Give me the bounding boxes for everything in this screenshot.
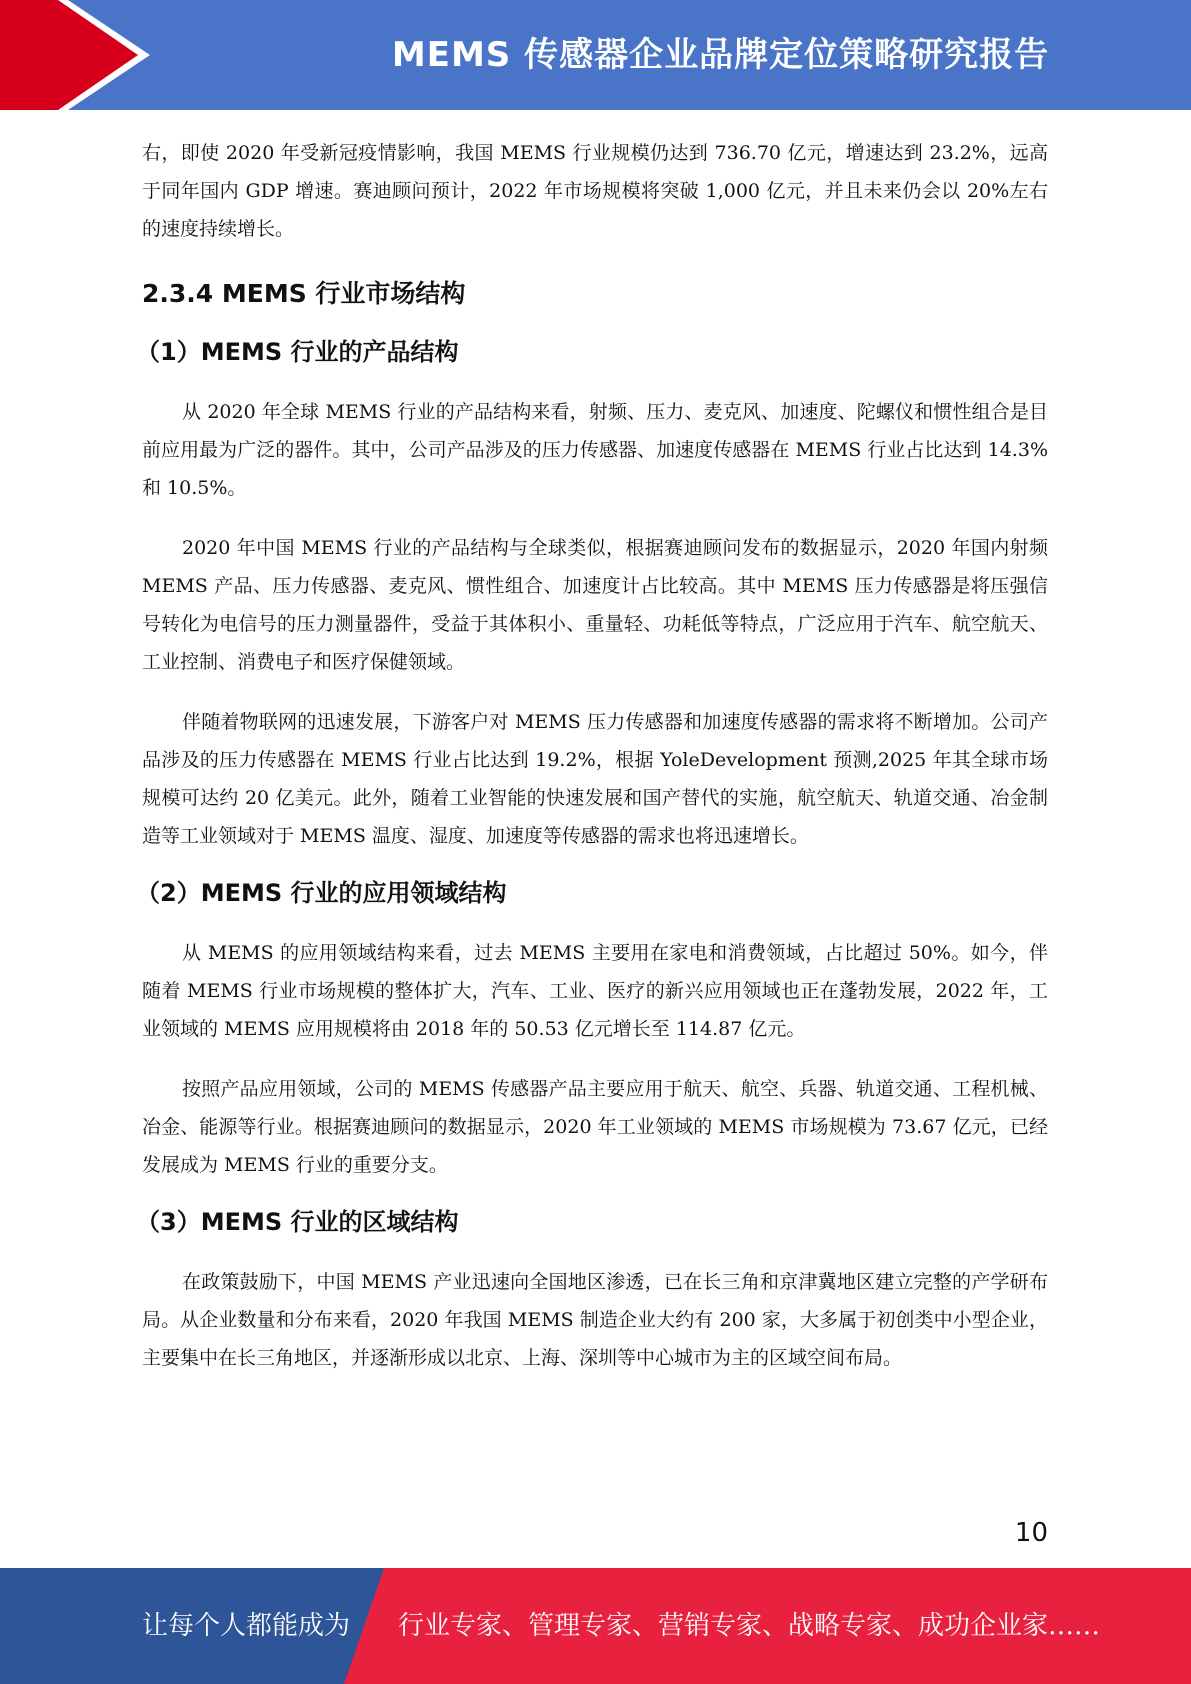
- paragraph: 在政策鼓励下，中国 MEMS 产业迅速向全国地区渗透，已在长三角和京津冀地区建立完整的产学研布局。从企业数量和分布来看，2020 年我国 MEMS 制造企业大约有 200 家，大多属于初创类中小型企业，主要集中在长三角地区，并逐渐形成以北京、上海、深圳等中心城市为主的区域空间布局。: [142, 1271, 1048, 1369]
- subsection-heading-product-structure: （1）MEMS 行业的产品结构: [136, 338, 459, 366]
- footer-slogan-left: 让每个人都能成为: [142, 1611, 351, 1641]
- footer-slogan-right: 行业专家、管理专家、营销专家、战略专家、成功企业家……: [398, 1611, 1101, 1641]
- report-title: MEMS 传感器企业品牌定位策略研究报告: [391, 35, 1050, 75]
- page-number: 10: [1014, 1518, 1048, 1548]
- paragraph: 伴随着物联网的迅速发展，下游客户对 MEMS 压力传感器和加速度传感器的需求将不断增加。公司产品涉及的压力传感器在 MEMS 行业占比达到 19.2%，根据 YoleDevelopment 预测,2025 年其全球市场规模可达约 20 亿美元。此外，随着工业智能的快速发展和国产替代的实施，航空航天、轨道交通、冶金制造等工业领域对于 MEMS 温度、湿度、加速度等传感器的需求也将迅速增长。: [142, 711, 1048, 847]
- paragraph: 从 2020 年全球 MEMS 行业的产品结构来看，射频、压力、麦克风、加速度、陀螺仪和惯性组合是目前应用最为广泛的器件。其中，公司产品涉及的压力传感器、加速度传感器在 MEMS 行业占比达到 14.3%和 10.5%。: [142, 401, 1048, 499]
- subsection-heading-application-structure: （2）MEMS 行业的应用领域结构: [136, 879, 507, 907]
- section-heading: 2.3.4 MEMS 行业市场结构: [142, 279, 466, 308]
- paragraph: 2020 年中国 MEMS 行业的产品结构与全球类似，根据赛迪顾问发布的数据显示，2020 年国内射频 MEMS 产品、压力传感器、麦克风、惯性组合、加速度计占比较高。其中 MEMS 压力传感器是将压强信号转化为电信号的压力测量器件，受益于其体积小、重量轻、功耗低等特点，广泛应用于汽车、航空航天、工业控制、消费电子和医疗保健领域。: [142, 537, 1048, 673]
- subsection-heading-regional-structure: （3）MEMS 行业的区域结构: [136, 1208, 459, 1236]
- intro-paragraph: 右，即使 2020 年受新冠疫情影响，我国 MEMS 行业规模仍达到 736.70 亿元，增速达到 23.2%，远高于同年国内 GDP 增速。赛迪顾问预计，2022 年市场规模将突破 1,000 亿元，并且未来仍会以 20%左右的速度持续增长。: [142, 142, 1048, 240]
- paragraph: 从 MEMS 的应用领域结构来看，过去 MEMS 主要用在家电和消费领域，占比超过 50%。如今，伴随着 MEMS 行业市场规模的整体扩大，汽车、工业、医疗的新兴应用领域也正在蓬勃发展，2022 年，工业领域的 MEMS 应用规模将由 2018 年的 50.53 亿元增长至 114.87 亿元。: [142, 942, 1048, 1040]
- page-header: [0, 0, 1191, 110]
- page-content: [136, 134, 1048, 1377]
- paragraph: 按照产品应用领域，公司的 MEMS 传感器产品主要应用于航天、航空、兵器、轨道交通、工程机械、冶金、能源等行业。根据赛迪顾问的数据显示，2020 年工业领域的 MEMS 市场规模为 73.67 亿元，已经发展成为 MEMS 行业的重要分支。: [142, 1078, 1048, 1176]
- page-footer: [0, 1568, 1191, 1684]
